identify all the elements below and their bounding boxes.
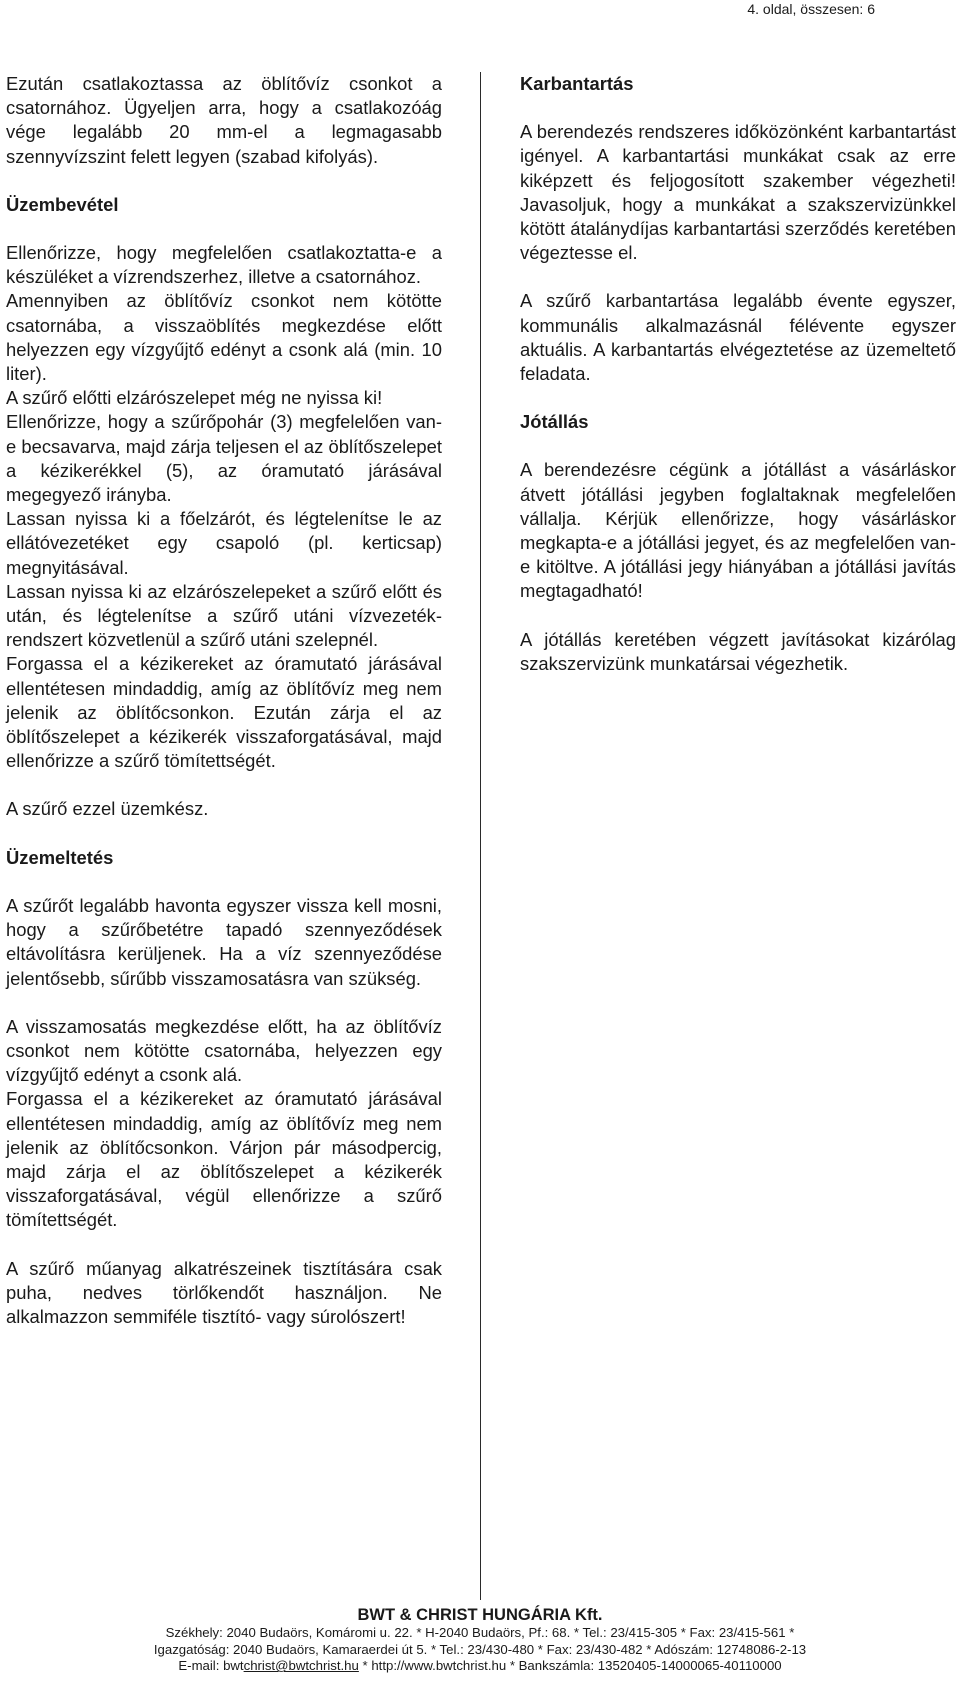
left-column xyxy=(6,72,442,1329)
company-name: BWT & CHRIST HUNGÁRIA Kft. xyxy=(357,1606,603,1624)
footer-contact-rest: * http://www.bwtchrist.hu * Bankszámla: 13520405-14000065-40110000 xyxy=(358,1658,782,1674)
paragraph: A berendezésre cégünk a jótállást a vásárláskor átvett jótállási jegyben foglaltaknak megfelelően vállalja. Kérjük ellenőrizze, hogy vásárláskor megkapta-e a jótállási jegyet, és az megfelelően van-e kitöltve. A jótállási jegy hiányában a jótállási javítás megtagadható! xyxy=(520,459,956,602)
page-number: 4. oldal, összesen: 6 xyxy=(747,1,875,17)
footer-management-line: Igazgatóság: 2040 Budaörs, Kamaraerdei út 5. * Tel.: 23/430-480 * Fax: 23/430-482 * Adószám: 12748086-2-13 xyxy=(153,1641,807,1657)
paragraph: A visszamosatás megkezdése előtt, ha az öblítővíz csonkot nem kötötte csatornába, helyezzen egy vízgyűjtő edényt a csonk alá. xyxy=(6,1015,442,1086)
paragraph: Ellenőrizze, hogy a szűrőpohár (3) megfelelően van-e becsavarva, majd zárja teljesen el az öblítőszelepet a kézikerékkel (5), az óramutató járásával megegyező irányba. xyxy=(6,411,442,506)
paragraph: Lassan nyissa ki az elzárószelepeket a szűrő előtt és után, és légtelenítse a szűrő utáni vízvezeték-rendszert közvetlenül a szűrő utáni szelepnél. xyxy=(6,580,442,651)
paragraph: Forgassa el a kézikereket az óramutató járásával ellentétesen mindaddig, amíg az öblítővíz meg nem jelenik az öblítőcsonkon. Várjon pár másodpercig, majd zárja el az öblítőszelepet a kézikerék visszaforgatásával, végül ellenőrizze a szűrő tömítettségét. xyxy=(6,1088,442,1231)
paragraph: A berendezés rendszeres időközönként karbantartást igényel. A karbantartási munkákat csak az erre kiképzett és feljogosított szakember végezheti! Javasoljuk, hogy a munkákat a szakszervizünkkel kötött átalánydíjas karbantartási szerződés keretében végeztesse el. xyxy=(520,121,956,264)
column-divider xyxy=(480,72,481,1600)
paragraph: Forgassa el a kézikereket az óramutató járásával ellentétesen mindaddig, amíg az öblítővíz meg nem jelenik az öblítőcsonkon. Ezután zárja el az öblítőszelepet a kézikerék visszaforgatásával, majd ellenőrizze a szűrő tömítettségét. xyxy=(6,653,442,772)
heading-uzembevetel: Üzembevétel xyxy=(6,193,119,215)
paragraph: Lassan nyissa ki a főelzárót, és légtelenítse le az ellátóvezetéket egy csapoló (pl. kerticsap) megnyitásával. xyxy=(6,508,442,578)
email-link[interactable]: christ@bwtchrist.hu xyxy=(243,1658,359,1674)
paragraph: Ellenőrizze, hogy megfelelően csatlakoztatta-e a készüléket a vízrendszerhez, illetve a csatornához. xyxy=(6,242,442,288)
paragraph: Amennyiben az öblítővíz csonkot nem kötötte csatornába, a visszaöblítés megkezdése előtt helyezzen egy vízgyűjtő edényt a csonk alá (min. 10 liter). xyxy=(6,290,442,385)
heading-karbantartas: Karbantartás xyxy=(520,73,634,94)
paragraph: A szűrő ezzel üzemkész. xyxy=(6,798,209,820)
paragraph: A szűrőt legalább havonta egyszer vissza kell mosni, hogy a szűrőbetétre tapadó szennyeződések eltávolításra kerüljenek. Ha a víz szennyeződése jelentősebb, sűrűbb visszamosatásra van szükség. xyxy=(6,894,442,989)
paragraph: A jótállás keretében végzett javításokat kizárólag szakszervizünk munkatársai végezhetik. xyxy=(520,628,956,674)
paragraph: A szűrő előtti elzárószelepet még ne nyissa ki! xyxy=(6,387,383,409)
paragraph: A szűrő karbantartása legalább évente egyszer, kommunális alkalmazásnál félévente egyszer aktuális. A karbantartás elvégeztetése az üzemeltető feladata. xyxy=(520,290,956,385)
footer-address-line: Székhely: 2040 Budaörs, Komáromi u. 22. * H-2040 Budaörs, Pf.: 68. * Tel.: 23/415-305 * Fax: 23/415-561 * xyxy=(165,1625,795,1640)
right-column xyxy=(520,72,956,676)
paragraph: A szűrő műanyag alkatrészeinek tisztítására csak puha, nedves törlőkendőt használjon. Ne alkalmazzon semmiféle tisztító- vagy súrolószert! xyxy=(6,1257,442,1327)
heading-jotallas: Jótállás xyxy=(520,411,589,433)
email-prefix: E-mail: bwt xyxy=(178,1658,244,1674)
intro-paragraph: Ezután csatlakoztassa az öblítővíz csonkot a csatornához. Ügyeljen arra, hogy a csatlakozóág vége legalább 20 mm-el a legmagasabb szennyvízszint felett legyen (szabad kifolyás). xyxy=(6,73,442,167)
footer-contact-line xyxy=(0,1658,960,1675)
heading-uzemeltetes: Üzemeltetés xyxy=(6,846,114,868)
footer xyxy=(0,1606,960,1675)
